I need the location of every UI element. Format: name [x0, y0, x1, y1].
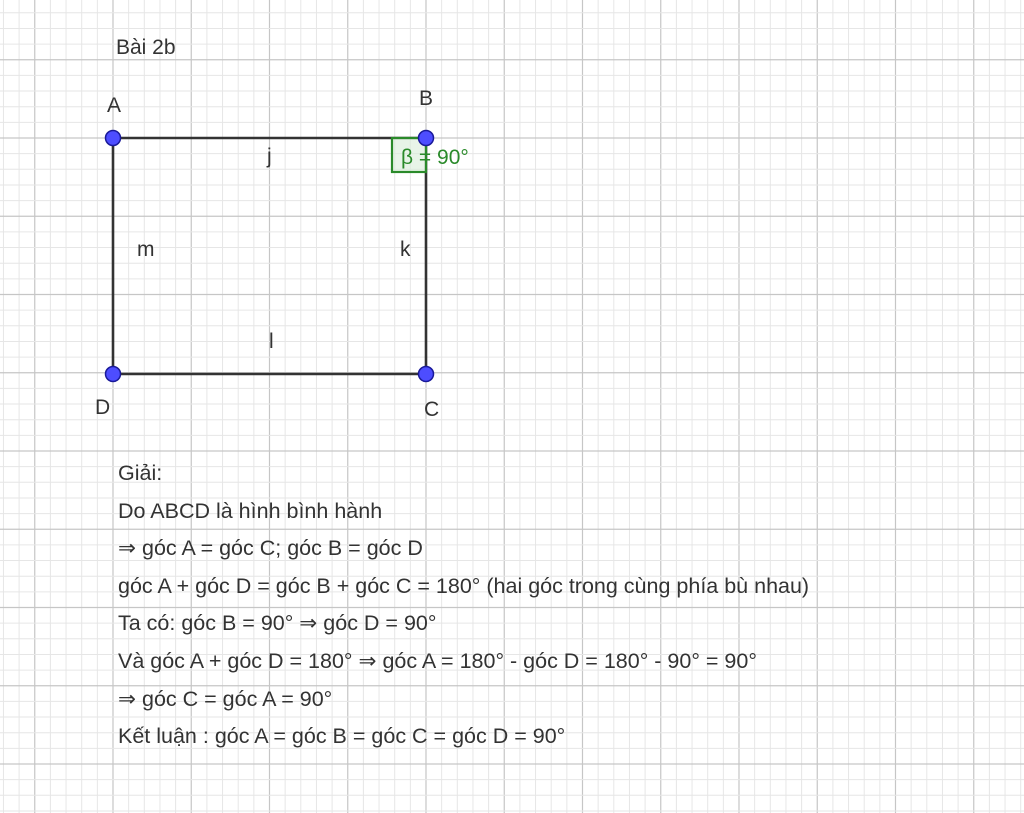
- label-d: D: [95, 396, 111, 419]
- solution-line: Giải:: [118, 461, 163, 485]
- solution-line: ⇒ góc C = góc A = 90°: [118, 686, 333, 711]
- solution-line: góc A + góc D = góc B + góc C = 180° (hai góc trong cùng phía bù nhau): [118, 573, 810, 598]
- solution-line: Và góc A + góc D = 180° ⇒ góc A = 180° - góc D = 180° - 90° = 90°: [118, 648, 757, 673]
- angle-label: β = 90°: [401, 146, 469, 169]
- solution-line: Ta có: góc B = 90° ⇒ góc D = 90°: [118, 611, 437, 636]
- label-a: A: [107, 94, 122, 117]
- solution-line: ⇒ góc A = góc C; góc B = góc D: [118, 536, 423, 561]
- label-segment-k: k: [400, 238, 411, 261]
- label-segment-j: j: [267, 145, 272, 168]
- point-b[interactable]: [419, 131, 434, 146]
- solution-line: Kết luận : góc A = góc B = góc C = góc D = 90°: [118, 724, 566, 749]
- label-c: C: [424, 398, 440, 421]
- label-segment-l: l: [269, 330, 274, 353]
- point-c[interactable]: [419, 367, 434, 382]
- title: Bài 2b: [116, 36, 176, 59]
- point-a[interactable]: [106, 131, 121, 146]
- solution-line: Do ABCD là hình bình hành: [118, 498, 383, 523]
- solution-text: [118, 455, 809, 756]
- point-d[interactable]: [106, 367, 121, 382]
- label-b: B: [419, 87, 434, 110]
- label-segment-m: m: [137, 238, 155, 261]
